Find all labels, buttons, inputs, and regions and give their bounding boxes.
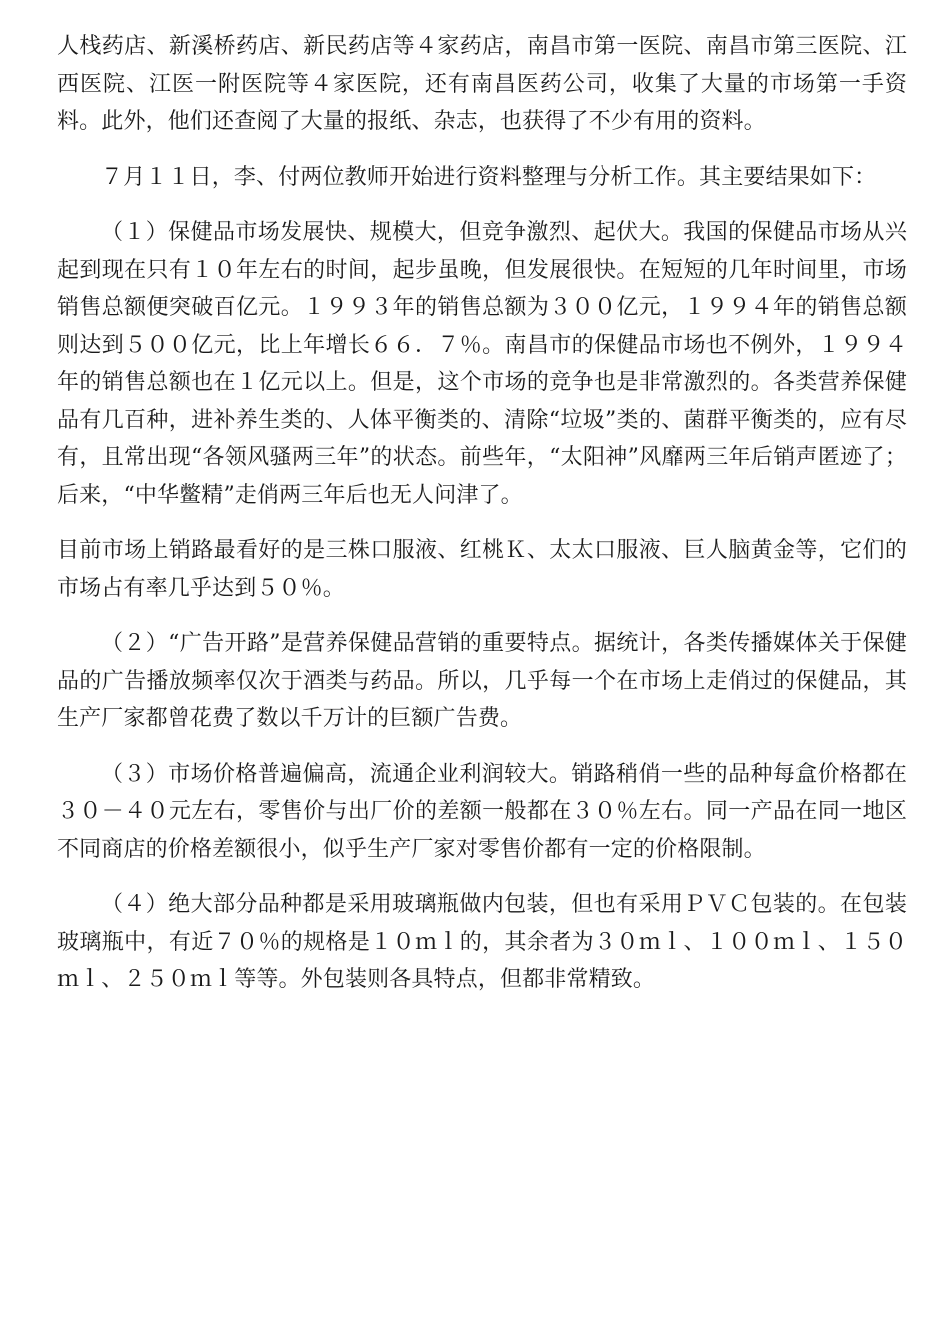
- paragraph-analysis-intro: ７月１１日，李、付两位教师开始进行资料整理与分析工作。其主要结果如下：: [101, 164, 877, 190]
- document-page: [57, 28, 907, 1017]
- paragraph-finding-1: （１）保健品市场发展快、规模大，但竞争激烈、起伏大。我国的保健品市场从兴起到现在只有１０年左右的时间，起步虽晚，但发展很快。在短短的几年时间里，市场销售总额便突破百亿元。１９９３年的销售总额为３００亿元，１９９４年的销售总额则达到５００亿元，比上年增长６６．７％。南昌市的保健品市场也不例外，１９９４年的销售总额也在１亿元以上。但是，这个市场的竞争也是非常激烈的。各类营养保健品有几百种，进补养生类的、人体平衡类的、清除“垃圾”类的、菌群平衡类的，应有尽有，且常出现“各领风骚两三年”的状态。前些年，“太阳神”风靡两三年后销声匿迹了；后来，“中华鳖精”走俏两三年后也无人问津了。: [57, 220, 907, 508]
- paragraph-finding-4: （４）绝大部分品种都是采用玻璃瓶做内包装，但也有采用ＰＶＣ包装的。在包装玻璃瓶中，有近７０％的规格是１０ｍｌ的，其余者为３０ｍｌ、１００ｍｌ、１５０ｍｌ、２５０ｍｌ等等。外包装则各具特点，但都非常精致。: [57, 892, 907, 992]
- paragraph-sources-continued: 人栈药店、新溪桥药店、新民药店等４家药店，南昌市第一医院、南昌市第三医院、江西医院、江医一附医院等４家医院，还有南昌医药公司，收集了大量的市场第一手资料。此外，他们还查阅了大量的报纸、杂志，也获得了不少有用的资料。: [57, 34, 907, 134]
- paragraph-finding-2: （２）“广告开路”是营养保健品营销的重要特点。据统计，各类传播媒体关于保健品的广告播放频率仅次于酒类与药品。所以，几乎每一个在市场上走俏过的保健品，其生产厂家都曾花费了数以千万计的巨额广告费。: [57, 631, 907, 731]
- paragraph-finding-3: （３）市场价格普遍偏高，流通企业利润较大。销路稍俏一些的品种每盒价格都在３０－４０元左右，零售价与出厂价的差额一般都在３０％左右。同一产品在同一地区不同商店的价格差额很小，似乎生产厂家对零售价都有一定的价格限制。: [57, 761, 907, 862]
- paragraph-finding-1-market-share: 目前市场上销路最看好的是三株口服液、红桃Ｋ、太太口服液、巨人脑黄金等，它们的市场占有率几乎达到５０％。: [57, 538, 907, 601]
